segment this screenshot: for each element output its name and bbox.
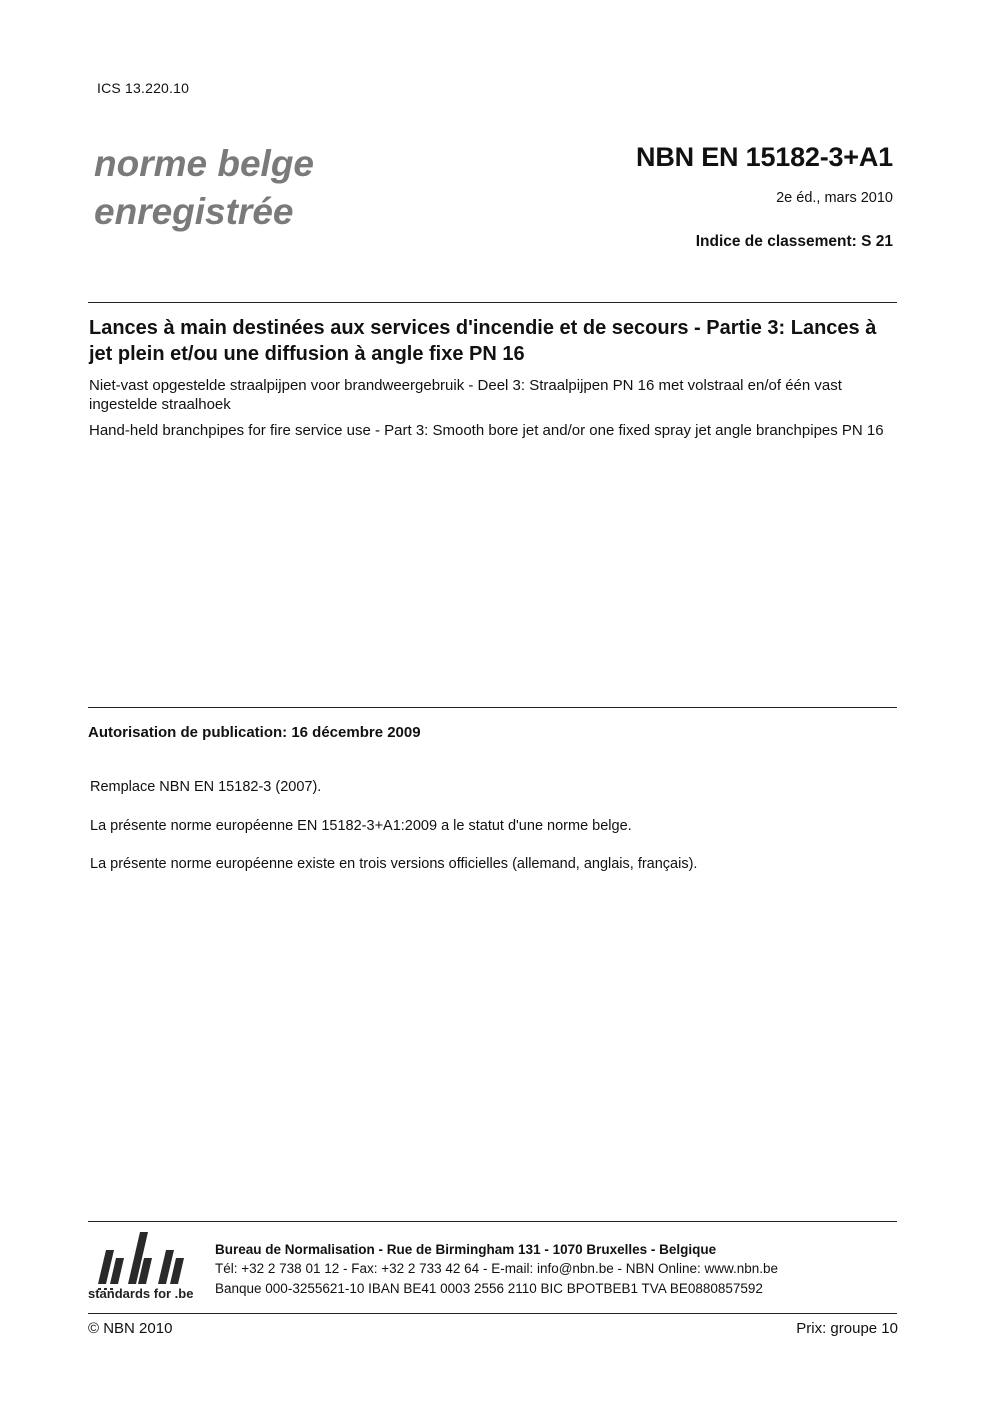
footer-address: Bureau de Normalisation - Rue de Birmingham 131 - 1070 Bruxelles - Belgique [215,1242,717,1257]
publication-authorisation: Autorisation de publication: 16 décembre 2009 [88,724,421,741]
divider-bottom [88,1313,897,1314]
classification-index: Indice de classement: S 21 [695,233,893,250]
divider-footer [88,1221,897,1222]
price-group: Prix: groupe 10 [796,1320,898,1337]
edition-date: 2e éd., mars 2010 [776,190,893,206]
ics-code: ICS 13.220.10 [97,80,190,96]
brand-line-2: enregistrée [94,191,294,232]
title-dutch: Niet-vast opgestelde straalpijpen voor brandweergebruik - Deel 3: Straalpijpen PN 16 met volstraal en/of één vast ingestelde straalhoek [89,377,842,413]
title-english: Hand-held branchpipes for fire service use - Part 3: Smooth bore jet and/or one fixed spray jet angle branchpipes PN 16 [89,422,884,439]
divider-top [88,302,897,303]
footer-bank: Banque 000-3255621-10 IBAN BE41 0003 2556 2110 BIC BPOTBEB1 TVA BE0880857592 [215,1281,763,1296]
title-french: Lances à main destinées aux services d'incendie et de secours - Partie 3: Lances à jet plein et/ou une diffusion à angle fixe PN 16 [89,317,877,365]
brand-line-1: norme belge [94,143,314,184]
copyright: © NBN 2010 [88,1320,173,1337]
replaces-note: Remplace NBN EN 15182-3 (2007). [90,779,322,795]
standard-number: NBN EN 15182-3+A1 [636,142,893,172]
brand-title [94,140,314,236]
status-note: La présente norme européenne EN 15182-3+A1:2009 a le statut d'une norme belge. [90,818,632,834]
divider-middle [88,707,897,708]
versions-note: La présente norme européenne existe en trois versions officielles (allemand, anglais, français). [90,856,698,872]
logo-tagline: standards for .be [88,1286,194,1301]
footer-contact: Tél: +32 2 738 01 12 - Fax: +32 2 733 42 64 - E-mail: info@nbn.be - NBN Online: www.nbn.be [215,1261,779,1276]
